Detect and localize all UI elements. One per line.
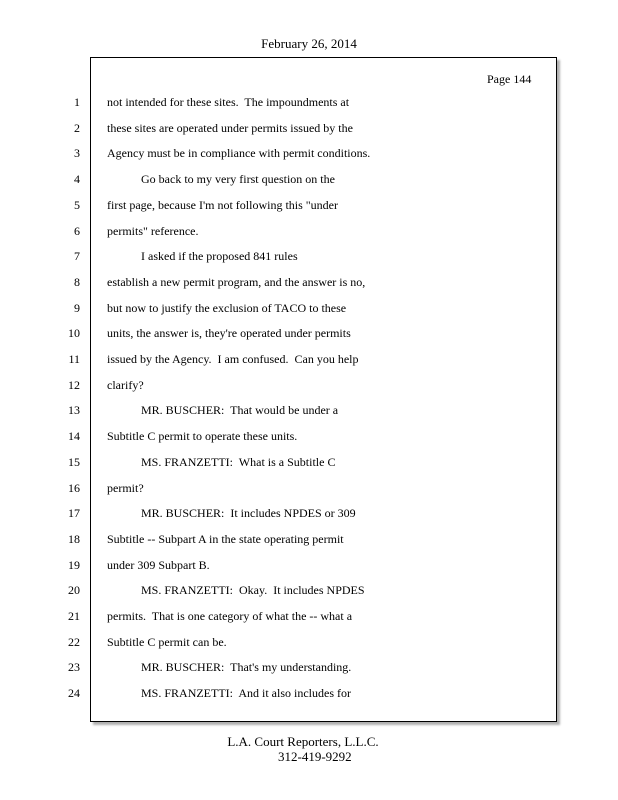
transcript-date: February 26, 2014: [261, 36, 357, 51]
line-text: Agency must be in compliance with permit conditions.: [107, 146, 371, 160]
line-text: permits. That is one category of what the -- what a: [107, 609, 353, 623]
reporter-firm: L.A. Court Reporters, L.L.C.: [227, 734, 379, 749]
line-text: not intended for these sites. The impoundments at: [107, 95, 350, 109]
line-number: 7: [74, 249, 80, 263]
line-text: first page, because I'm not following this "under: [107, 198, 339, 212]
line-text: MS. FRANZETTI: Okay. It includes NPDES: [141, 583, 365, 597]
line-number: 16: [68, 481, 80, 495]
line-number: 10: [68, 326, 80, 340]
line-number: 23: [68, 660, 80, 674]
line-number: 4: [74, 172, 80, 186]
line-number: 8: [74, 275, 80, 289]
line-number: 1: [74, 95, 80, 109]
line-number: 15: [68, 455, 80, 469]
line-text: Subtitle -- Subpart A in the state operating permit: [107, 532, 344, 546]
line-number: 19: [68, 558, 80, 572]
line-number: 13: [68, 403, 80, 417]
line-text: under 309 Subpart B.: [107, 558, 210, 572]
line-number: 18: [68, 532, 80, 546]
line-text: issued by the Agency. I am confused. Can you help: [107, 352, 359, 366]
line-number: 3: [74, 146, 80, 160]
footer: [0, 734, 618, 764]
page-number: Page 144: [487, 72, 532, 86]
line-number: 11: [68, 352, 80, 366]
line-text: clarify?: [107, 378, 144, 392]
line-number: 24: [68, 686, 80, 700]
line-text: MS. FRANZETTI: What is a Subtitle C: [141, 455, 336, 469]
line-text: establish a new permit program, and the answer is no,: [107, 275, 366, 289]
line-number: 17: [68, 506, 80, 520]
line-text: MR. BUSCHER: That would be under a: [141, 403, 339, 417]
line-number: 6: [74, 224, 80, 238]
line-text: permits" reference.: [107, 224, 199, 238]
line-text: but now to justify the exclusion of TACO to these: [107, 301, 347, 315]
line-number: 21: [68, 609, 80, 623]
line-text: I asked if the proposed 841 rules: [141, 249, 298, 263]
line-text: Go back to my very first question on the: [141, 172, 335, 186]
line-number: 14: [68, 429, 80, 443]
line-number: 12: [68, 378, 80, 392]
line-text: Subtitle C permit can be.: [107, 635, 227, 649]
reporter-phone: 312-419-9292: [278, 749, 352, 764]
line-number: 9: [74, 301, 80, 315]
line-text: MR. BUSCHER: That's my understanding.: [141, 660, 352, 674]
line-text: Subtitle C permit to operate these units.: [107, 429, 298, 443]
line-number: 20: [68, 583, 80, 597]
line-number: 2: [74, 121, 80, 135]
line-number: 22: [68, 635, 80, 649]
line-number: 5: [74, 198, 80, 212]
line-text: permit?: [107, 481, 144, 495]
line-text: units, the answer is, they're operated under permits: [107, 326, 351, 340]
line-text: these sites are operated under permits issued by the: [107, 121, 353, 135]
line-text: MR. BUSCHER: It includes NPDES or 309: [141, 506, 356, 520]
line-text: MS. FRANZETTI: And it also includes for: [141, 686, 351, 700]
